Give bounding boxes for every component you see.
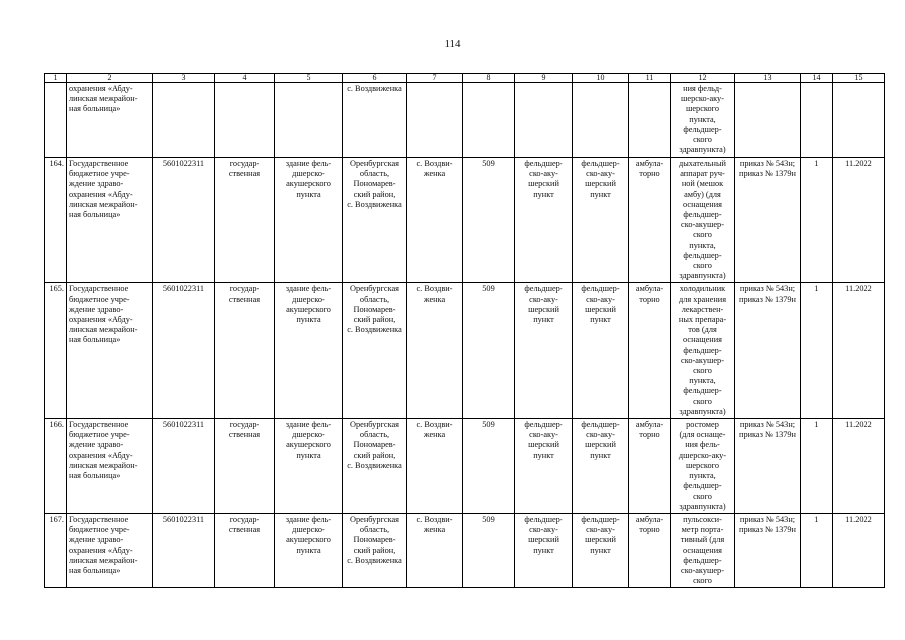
settlement-cell: с. Воздви- женка — [407, 158, 463, 283]
column-header: 10 — [573, 74, 629, 83]
unit-name-cell: фельдшер- ско-аку- шерский пункт — [573, 158, 629, 283]
care-form-cell: амбула- торно — [629, 419, 671, 514]
address-cell: Оренбургская область, Пономарев- ский район, с. Воздвиженка — [343, 158, 407, 283]
address-cell: Оренбургская область, Пономарев- ский район, с. Воздвиженка — [343, 283, 407, 419]
date-cell: 11.2022 — [833, 513, 885, 587]
row-number: 167. — [45, 513, 67, 587]
inn-cell: 5601022311 — [153, 513, 215, 587]
equipment-cell: дыхательный аппарат руч- ной (мешок амбу) (для оснащения фельдшер- ско-акушер- ского пункта, фельдшер- ского здравпункта) — [671, 158, 735, 283]
unit-type-cell: фельдшер- ско-аку- шерский пункт — [515, 283, 573, 419]
inn-cell: 5601022311 — [153, 419, 215, 514]
organization-cell: Государственное бюджетное учре- ждение здраво- охранения «Абду- линская межрайон- ная больница» — [67, 513, 153, 587]
address-cell: с. Воздвиженка — [343, 83, 407, 158]
code-cell: 509 — [463, 158, 515, 283]
order-cell: приказ № 543н; приказ № 1379н — [735, 283, 801, 419]
equipment-cell: ростомер (для оснаще- ния фель- дшерско-аку- шерского пункта, фельдшер- ского здравпункта) — [671, 419, 735, 514]
care-form-cell: амбула- торно — [629, 283, 671, 419]
settlement-cell: с. Воздви- женка — [407, 419, 463, 514]
column-number-row — [45, 74, 885, 83]
table-row — [45, 158, 885, 283]
unit-name-cell: фельдшер- ско-аку- шерский пункт — [573, 419, 629, 514]
building-cell: здание фель- дшерско- акушерского пункта — [275, 283, 343, 419]
column-header: 12 — [671, 74, 735, 83]
ownership-cell: государ- ственная — [215, 158, 275, 283]
quantity-cell: 1 — [801, 419, 833, 514]
equipment-cell: пульсокси- метр порта- тивный (для оснащения фельдшер- ско-акушер- ского — [671, 513, 735, 587]
care-form-cell: амбула- торно — [629, 158, 671, 283]
organization-cell: охранения «Абду- линская межрайон- ная больница» — [67, 83, 153, 158]
date-cell: 11.2022 — [833, 158, 885, 283]
unit-type-cell: фельдшер- ско-аку- шерский пункт — [515, 513, 573, 587]
column-header: 2 — [67, 74, 153, 83]
date-cell: 11.2022 — [833, 419, 885, 514]
organization-cell: Государственное бюджетное учре- ждение здраво- охранения «Абду- линская межрайон- ная больница» — [67, 419, 153, 514]
inn-cell: 5601022311 — [153, 158, 215, 283]
order-cell: приказ № 543н; приказ № 1379н — [735, 419, 801, 514]
address-cell: Оренбургская область, Пономарев- ский район, с. Воздвиженка — [343, 419, 407, 514]
code-cell: 509 — [463, 513, 515, 587]
column-header: 4 — [215, 74, 275, 83]
column-header: 5 — [275, 74, 343, 83]
order-cell: приказ № 543н; приказ № 1379н — [735, 513, 801, 587]
code-cell: 509 — [463, 419, 515, 514]
quantity-cell: 1 — [801, 513, 833, 587]
settlement-cell: с. Воздви- женка — [407, 283, 463, 419]
table-row — [45, 513, 885, 587]
address-cell: Оренбургская область, Пономарев- ский район, с. Воздвиженка — [343, 513, 407, 587]
table-row — [45, 419, 885, 514]
unit-type-cell: фельдшер- ско-аку- шерский пункт — [515, 419, 573, 514]
column-header: 15 — [833, 74, 885, 83]
order-cell: приказ № 543н; приказ № 1379н — [735, 158, 801, 283]
ownership-cell: государ- ственная — [215, 283, 275, 419]
row-number: 166. — [45, 419, 67, 514]
organization-cell: Государственное бюджетное учре- ждение здраво- охранения «Абду- линская межрайон- ная больница» — [67, 283, 153, 419]
inn-cell: 5601022311 — [153, 283, 215, 419]
organization-cell: Государственное бюджетное учре- ждение здраво- охранения «Абду- линская межрайон- ная больница» — [67, 158, 153, 283]
equipment-cell: ния фельд- шерско-аку- шерского пункта, фельдшер- ского здравпункта) — [671, 83, 735, 158]
ownership-cell: государ- ственная — [215, 419, 275, 514]
row-number: 164. — [45, 158, 67, 283]
quantity-cell: 1 — [801, 158, 833, 283]
quantity-cell: 1 — [801, 283, 833, 419]
unit-type-cell: фельдшер- ско-аку- шерский пункт — [515, 158, 573, 283]
table-row — [45, 283, 885, 419]
column-header: 11 — [629, 74, 671, 83]
column-header: 1 — [45, 74, 67, 83]
column-header: 7 — [407, 74, 463, 83]
building-cell: здание фель- дшерско- акушерского пункта — [275, 419, 343, 514]
column-header: 13 — [735, 74, 801, 83]
unit-name-cell: фельдшер- ско-аку- шерский пункт — [573, 283, 629, 419]
page-number: 114 — [444, 38, 461, 50]
settlement-cell: с. Воздви- женка — [407, 513, 463, 587]
building-cell: здание фель- дшерско- акушерского пункта — [275, 158, 343, 283]
code-cell: 509 — [463, 283, 515, 419]
column-header: 9 — [515, 74, 573, 83]
column-header: 8 — [463, 74, 515, 83]
register-table — [44, 73, 885, 588]
date-cell: 11.2022 — [833, 283, 885, 419]
continuation-row — [45, 83, 885, 158]
care-form-cell: амбула- торно — [629, 513, 671, 587]
ownership-cell: государ- ственная — [215, 513, 275, 587]
unit-name-cell: фельдшер- ско-аку- шерский пункт — [573, 513, 629, 587]
building-cell: здание фель- дшерско- акушерского пункта — [275, 513, 343, 587]
row-number: 165. — [45, 283, 67, 419]
column-header: 14 — [801, 74, 833, 83]
column-header: 3 — [153, 74, 215, 83]
column-header: 6 — [343, 74, 407, 83]
equipment-cell: холодильник для хранения лекарствен- ных препара- тов (для оснащения фельдшер- ско-акушер- ского пункта, фельдшер- ского здравпункта) — [671, 283, 735, 419]
